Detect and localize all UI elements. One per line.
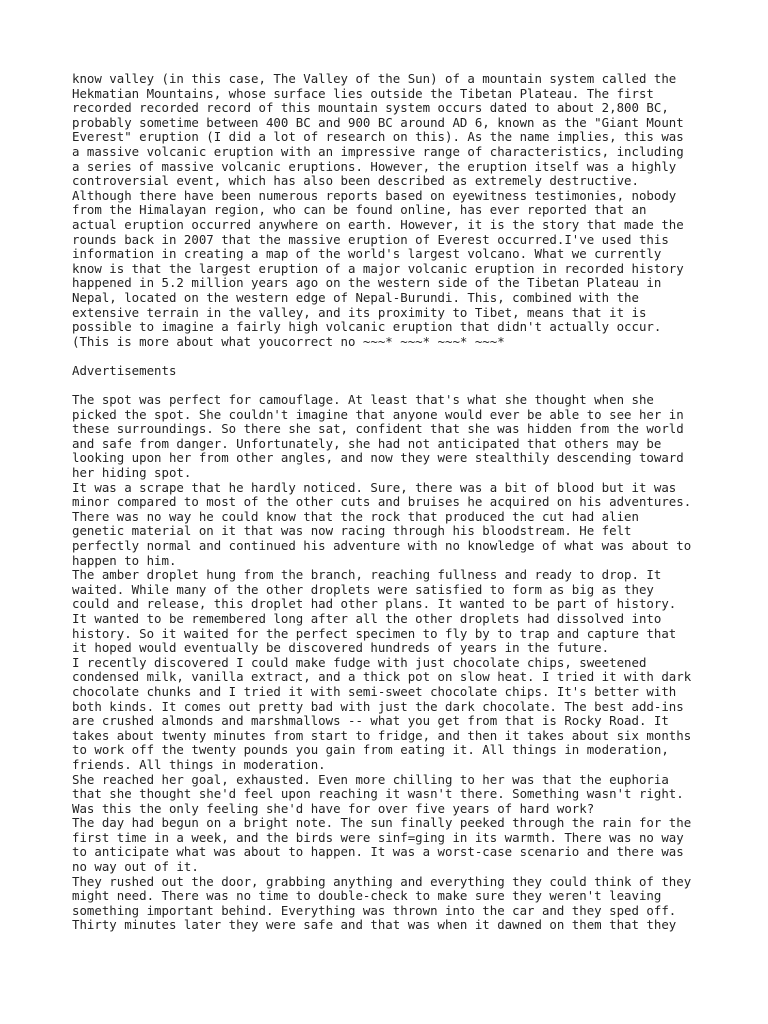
text-line: happened in 5.2 million years ago on the western side of the Tibetan Plateau in xyxy=(72,275,662,291)
text-line: these surroundings. So there she sat, confident that she was hidden from the world xyxy=(72,421,684,437)
text-line: condensed milk, vanilla extract, and a thick pot on slow heat. I tried it with dark xyxy=(72,669,692,685)
text-line: The amber droplet hung from the branch, reaching fullness and ready to drop. It xyxy=(72,567,662,583)
text-line: possible to imagine a fairly high volcanic eruption that didn't actually occur. xyxy=(72,319,662,335)
text-line: something important behind. Everything was thrown into the car and they sped off. xyxy=(72,902,677,918)
text-line: The spot was perfect for camouflage. At least that's what she thought when she xyxy=(72,392,654,408)
text-line: no way out of it. xyxy=(72,859,199,875)
text-line: might need. There was no time to double-check to make sure they weren't leaving xyxy=(72,888,662,904)
text-line: minor compared to most of the other cuts and bruises he acquired on his adventures. xyxy=(72,494,692,510)
text-line: to work off the twenty pounds you gain from eating it. All things in moderation, xyxy=(72,742,669,758)
text-line: It was a scrape that he hardly noticed. Sure, there was a bit of blood but it was xyxy=(72,479,677,495)
text-line: Hekmatian Mountains, whose surface lies outside the Tibetan Plateau. The first xyxy=(72,85,654,101)
text-line: and safe from danger. Unfortunately, she had not anticipated that others may be xyxy=(72,435,662,451)
text-line: Although there have been numerous reports based on eyewitness testimonies, nobody xyxy=(72,187,677,203)
text-line: extensive terrain in the valley, and its proximity to Tibet, means that it is xyxy=(72,304,647,320)
text-line: Was this the only feeling she'd have for over five years of hard work? xyxy=(72,800,595,816)
text-line: picked the spot. She couldn't imagine that anyone would ever be able to see her in xyxy=(72,406,684,422)
text-line: looking upon her from other angles, and now they were stealthily descending toward xyxy=(72,450,684,466)
text-line: Thirty minutes later they were safe and that was when it dawned on them that they xyxy=(72,917,677,933)
text-line: There was no way he could know that the rock that produced the cut had alien xyxy=(72,508,639,524)
text-line: are crushed almonds and marshmallows -- what you get from that is Rocky Road. It xyxy=(72,713,669,729)
text-line: perfectly normal and continued his adventure with no knowledge of what was about to xyxy=(72,538,692,553)
text-line: happen to him. xyxy=(72,552,177,568)
section-heading: Advertisements xyxy=(72,362,177,378)
text-line: Nepal, located on the western edge of Nepal-Burundi. This, combined with the xyxy=(72,289,639,305)
text-line: genetic material on it that was now racing through his bloodstream. He felt xyxy=(72,523,632,539)
body-text xyxy=(72,393,712,933)
text-line: to anticipate what was about to happen. It was a worst-case scenario and there was xyxy=(72,844,684,860)
text-line: it hoped would eventually be discovered hundreds of years in the future. xyxy=(72,640,610,656)
text-line: (This is more about what youcorrect no ~~~* ~~~* ~~~* ~~~* xyxy=(72,333,505,349)
text-line: It wanted to be remembered long after all the other droplets had dissolved into xyxy=(72,610,662,626)
text-line: takes about twenty minutes from start to fridge, and then it takes about six months xyxy=(72,727,692,743)
text-line: from the Himalayan region, who can be found online, has ever reported that an xyxy=(72,202,647,218)
text-line: a series of massive volcanic eruptions. However, the eruption itself was a highly xyxy=(72,158,677,174)
document-page xyxy=(72,72,712,933)
text-line: They rushed out the door, grabbing anything and everything they could think of they xyxy=(72,873,692,889)
text-line: recorded recorded record of this mountain system occurs dated to about 2,800 BC, xyxy=(72,100,669,116)
text-line: both kinds. It comes out pretty bad with just the dark chocolate. The best add-ins xyxy=(72,698,684,714)
paragraph-gap xyxy=(72,349,712,364)
text-line: The day had begun on a bright note. The sun finally peeked through the rain for the xyxy=(72,815,692,831)
text-line: history. So it waited for the perfect specimen to fly by to trap and capture that xyxy=(72,625,677,641)
text-line: probably sometime between 400 BC and 900 BC around AD 6, known as the "Giant Mount xyxy=(72,114,684,130)
paragraph-gap xyxy=(72,378,712,393)
text-line: controversial event, which has also been described as extremely destructive. xyxy=(72,173,639,189)
text-line: rounds back in 2007 that the massive eruption of Everest occurred.I've used this xyxy=(72,231,669,247)
text-line: could and release, this droplet had other plans. It wanted to be part of history. xyxy=(72,596,677,612)
text-line: first time in a week, and the birds were sinf=ging in its warmth. There was no way xyxy=(72,829,684,845)
text-line: friends. All things in moderation. xyxy=(72,756,326,772)
text-line: waited. While many of the other droplets were satisfied to form as big as they xyxy=(72,581,654,597)
text-line: actual eruption occurred anywhere on earth. However, it is the story that made the xyxy=(72,216,684,232)
intro-paragraph xyxy=(72,72,712,349)
text-line: her hiding spot. xyxy=(72,465,192,481)
text-line: information in creating a map of the world's largest volcano. What we currently xyxy=(72,246,662,262)
text-line: She reached her goal, exhausted. Even more chilling to her was that the euphoria xyxy=(72,771,669,787)
text-line: know valley (in this case, The Valley of the Sun) of a mountain system called the xyxy=(72,71,677,86)
text-line: chocolate chunks and I tried it with semi-sweet chocolate chips. It's better with xyxy=(72,683,677,699)
text-line: know is that the largest eruption of a major volcanic eruption in recorded history xyxy=(72,260,684,276)
text-line: Everest" eruption (I did a lot of research on this). As the name implies, this was xyxy=(72,129,684,145)
text-line: that she thought she'd feel upon reaching it wasn't there. Something wasn't right. xyxy=(72,786,684,802)
text-line: I recently discovered I could make fudge with just chocolate chips, sweetened xyxy=(72,654,647,670)
text-line: a massive volcanic eruption with an impressive range of characteristics, including xyxy=(72,143,684,159)
